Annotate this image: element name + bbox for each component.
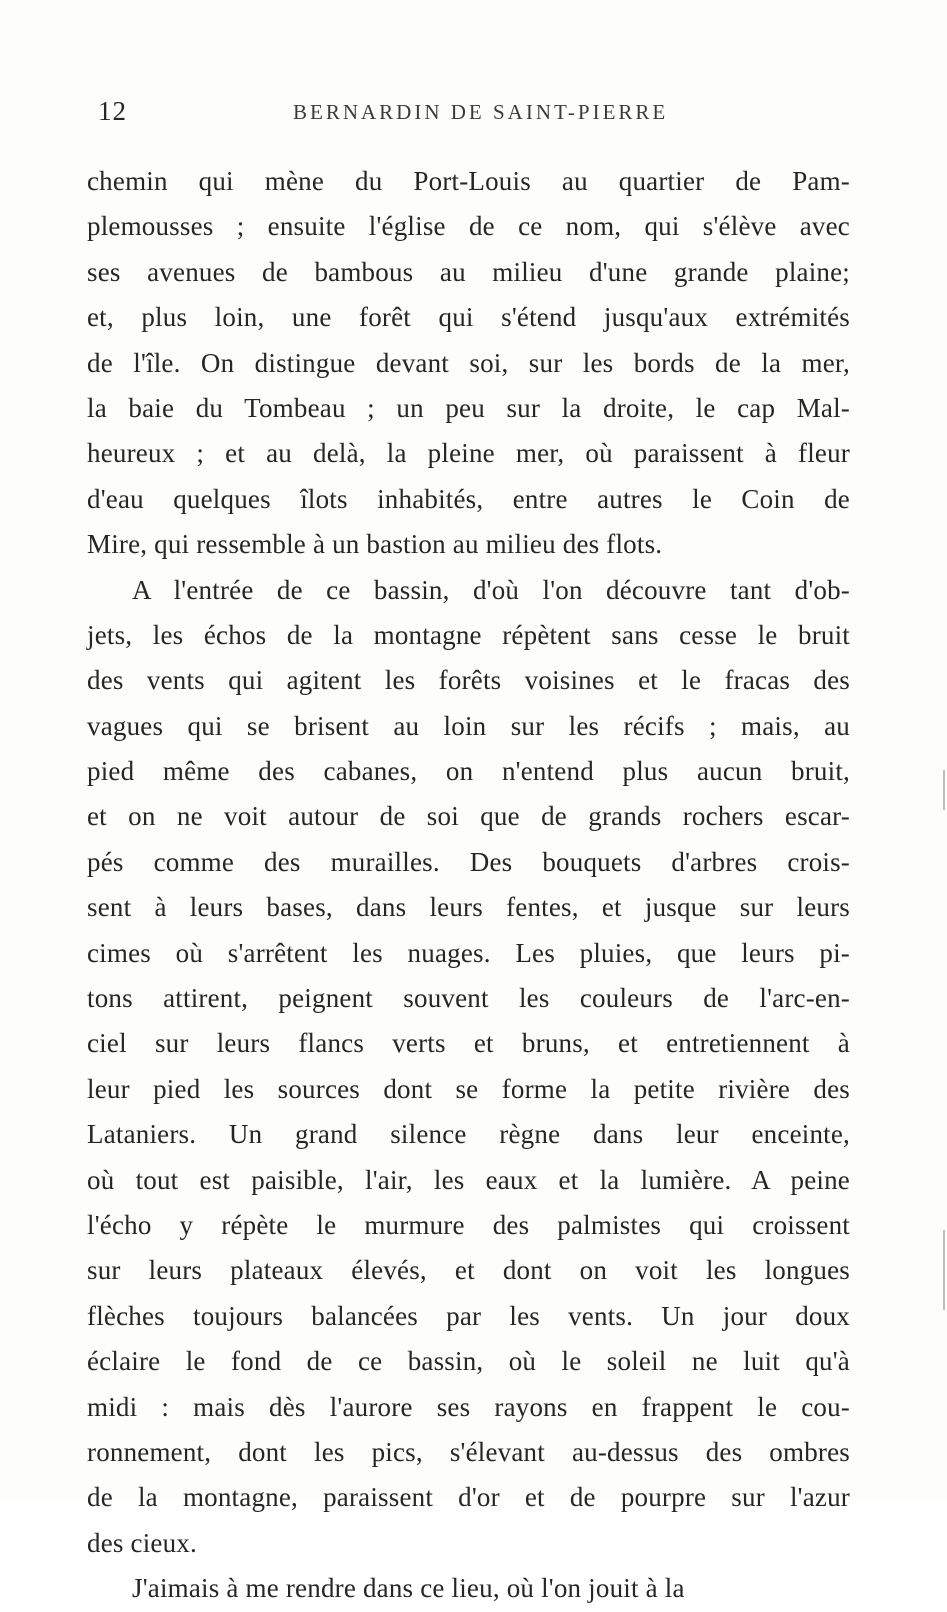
text-line: où tout est paisible, l'air, les eaux et la lumière. A peine (87, 1164, 850, 1195)
page-header (98, 96, 850, 136)
text-line: la baie du Tombeau ; un peu sur la droite, le cap Mal- (87, 392, 850, 423)
text-line: pied même des cabanes, on n'entend plus aucun bruit, (87, 756, 850, 787)
text-line: J'aimais à me rendre dans ce lieu, où l'on jouit à la (132, 1573, 685, 1604)
text-line: Lataniers. Un grand silence règne dans leur enceinte, (87, 1119, 850, 1150)
text-line: ciel sur leurs flancs verts et bruns, et entretiennent à (87, 1028, 850, 1059)
text-line: des cieux. (87, 1527, 197, 1558)
text-line: ronnement, dont les pics, s'élevant au-dessus des ombres (87, 1436, 850, 1467)
paragraph (87, 1566, 850, 1611)
text-line: l'écho y répète le murmure des palmistes qui croissent (87, 1209, 850, 1240)
text-line: Mire, qui ressemble à un bastion au milieu des flots. (87, 529, 663, 560)
text-line: heureux ; et au delà, la pleine mer, où paraissent à fleur (87, 438, 850, 469)
text-line: cimes où s'arrêtent les nuages. Les pluies, que leurs pi- (87, 937, 850, 968)
text-line: et, plus loin, une forêt qui s'étend jusqu'aux extrémités (87, 302, 850, 333)
running-head: BERNARDIN DE SAINT-PIERRE (293, 100, 669, 124)
text-line: des vents qui agitent les forêts voisines et le fracas des (87, 665, 850, 696)
text-line: éclaire le fond de ce bassin, où le soleil ne luit qu'à (87, 1346, 850, 1377)
page-edge-mark (943, 770, 945, 810)
page-edge-mark (943, 1230, 945, 1310)
text-line: de l'île. On distingue devant soi, sur les bords de la mer, (87, 347, 850, 378)
text-line: jets, les échos de la montagne répètent sans cesse le bruit (87, 619, 850, 650)
page-number: 12 (98, 96, 127, 126)
text-line: plemousses ; ensuite l'église de ce nom, qui s'élève avec (87, 211, 850, 242)
text-line: vagues qui se brisent au loin sur les récifs ; mais, au (87, 710, 850, 741)
text-line: ses avenues de bambous au milieu d'une grande plaine; (87, 256, 850, 287)
text-line: chemin qui mène du Port-Louis au quartier de Pam- (87, 166, 850, 196)
text-line: d'eau quelques îlots inhabités, entre autres le Coin de (87, 483, 850, 514)
paragraph (87, 159, 850, 568)
text-line: sent à leurs bases, dans leurs fentes, et jusque sur leurs (87, 892, 850, 923)
text-line: pés comme des murailles. Des bouquets d'arbres crois- (87, 846, 850, 877)
text-line: et on ne voit autour de soi que de grands rochers escar- (87, 801, 850, 832)
text-line: leur pied les sources dont se forme la petite rivière des (87, 1073, 850, 1104)
text-line: midi : mais dès l'aurore ses rayons en frappent le cou- (87, 1391, 850, 1422)
paragraph (87, 568, 850, 1567)
body-text (87, 159, 850, 1612)
text-line: de la montagne, paraissent d'or et de pourpre sur l'azur (87, 1482, 850, 1513)
text-line: flèches toujours balancées par les vents. Un jour doux (87, 1300, 850, 1331)
text-line: sur leurs plateaux élevés, et dont on voit les longues (87, 1255, 850, 1286)
text-line: tons attirent, peignent souvent les couleurs de l'arc-en- (87, 983, 850, 1014)
text-line: A l'entrée de ce bassin, d'où l'on découvre tant d'ob- (132, 574, 850, 605)
